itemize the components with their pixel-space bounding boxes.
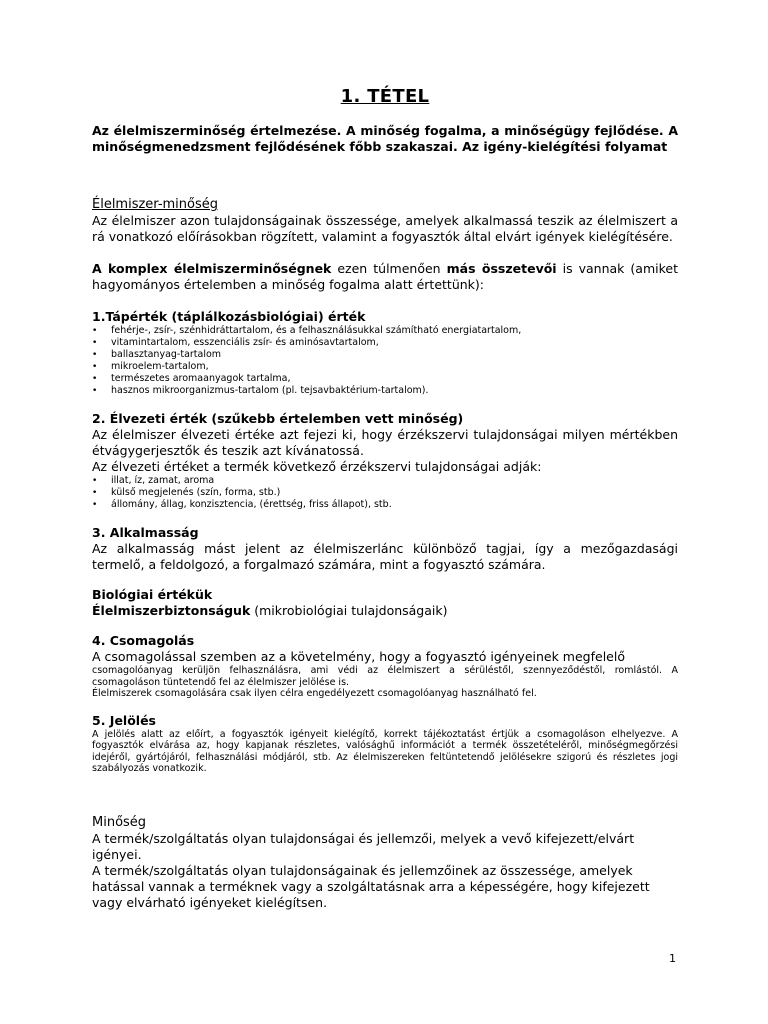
section-biologiai [92,587,678,619]
page-number: 1 [669,952,676,965]
page-content [92,86,678,911]
komplex-bold-1: A komplex élelmiszerminőségnek [92,261,332,276]
list-item: • hasznos mikroorganizmus-tartalom (pl. tejsavbaktérium-tartalom). [92,385,678,397]
section-text: Az alkalmasság mást jelent az élelmiszerlánc különböző tagjai, így a mezőgazdasági termelő, a feldolgozó, a forgalmazó számára, mint a fogyasztó számára. [92,541,678,572]
section-heading: 3. Alkalmasság [92,525,199,540]
section-text-2: A termék/szolgáltatás olyan tulajdonságainak és jellemzőinek az összessége, amelyek hatással vannak a terméknek vagy a szolgáltatásnak arra a képességére, hogy kifejezett vagy elvárható igényeket kielégítsen. [92,862,650,910]
section-csomagolas [92,633,678,700]
section-heading: 1.Tápérték (táplálkozásbiológiai) érték [92,309,366,324]
komplex-text-2: is vannak (amiket hagyományos értelemben a minőség fogalma alatt értettünk): [92,261,678,292]
list-item: • mikroelem-tartalom, [92,361,678,373]
section-heading: Biológiai értékük [92,587,213,602]
section-text-2: Az élvezeti értéket a termék következő érzékszervi tulajdonságai adják: [92,459,542,474]
section-text [92,603,678,619]
section-heading: 2. Élvezeti érték (szűkebb értelemben vett minőség) [92,411,464,426]
section-heading: Élelmiszer-minőség [92,197,219,212]
biologiai-bold: Élelmiszerbiztonságuk [92,603,251,618]
section-text: A termék/szolgáltatás olyan tulajdonságai és jellemzői, melyek a vevő kifejezett/elvárt igényei. [92,830,635,862]
section-text: Az élelmiszer azon tulajdonságainak összessége, amelyek alkalmassá teszik az élelmiszert a rá vonatkozó előírásokban rögzített, valamint a fogyasztók által elvárt igények kielégítésére. [92,213,678,244]
section-text: A csomagolással szemben az a követelmény, hogy a fogyasztó igényeinek megfelelő [92,649,625,664]
section-text: Az élelmiszer élvezeti értéke azt fejezi ki, hogy érzékszervi tulajdonságai milyen mértékben étvágygerjesztők és teszik azt kívánatossá. [92,427,678,458]
page-title: 1. TÉTEL [340,86,430,107]
section-minoseg [92,815,678,911]
list-item: • fehérje-, zsír-, szénhidráttartalom, és a felhasználásukkal számítható energiatartalom, [92,325,678,337]
section-jeloles [92,713,678,775]
list-item: • vitamintartalom, esszenciális zsír- és aminósavtartalom, [92,337,678,349]
list-item: • külső megjelenés (szín, forma, stb.) [92,487,678,499]
section-heading: Minőség [92,814,147,830]
section-small-text: A jelölés alatt az előírt, a fogyasztók igényeit kielégítő, korrekt tájékoztatást értjük a csomagoláson elhelyezve. A fogyasztók elvárása az, hogy kapjanak részletes, valósághű információt a termék összetételéről, minőségmegőrzési idejéről, gyártójáról, felhasználási módjáról, stb. Az élelmiszereken feltüntetendő jelölésekre szigorú és részletes jogi szabályozás vonatkozik. [92,728,678,774]
section-taperetek [92,309,678,397]
komplex-paragraph [92,261,678,293]
komplex-text-1: ezen túlmenően [331,261,447,276]
section-alkalmassag [92,525,678,573]
section-heading: 4. Csomagolás [92,633,195,648]
section-elvezeti [92,411,678,511]
subtitle: Az élelmiszerminőség értelmezése. A minőség fogalma, a minőségügy fejlődése. A minőségmenedzsment fejlődésének főbb szakaszai. Az igény-kielégítési folyamat [92,123,678,154]
section-elelmiszer-minoseg [92,197,678,245]
list-item: • állomány, állag, konzisztencia, (érettség, friss állapot), stb. [92,499,678,511]
section-small-text-2: Élelmiszerek csomagolására csak ilyen célra engedélyezett csomagolóanyag használható fel. [92,688,537,699]
taperetek-list [92,325,678,397]
section-small-text: csomagolóanyag kerüljön felhasználásra, ami védi az élelmiszert a sérüléstől, szennyeződéstől, romlástól. A csomagoláson tüntetendő fel az élelmiszer jelölése is. [92,665,678,688]
list-item: • természetes aromaanyagok tartalma, [92,373,678,385]
list-item: • ballasztanyag-tartalom [92,349,678,361]
list-item: • illat, íz, zamat, aroma [92,475,678,487]
komplex-bold-2: más összetevői [446,261,557,276]
biologiai-rest: (mikrobiológiai tulajdonságaik) [250,603,448,618]
section-heading: 5. Jelölés [92,712,157,728]
elvezeti-list [92,475,678,511]
